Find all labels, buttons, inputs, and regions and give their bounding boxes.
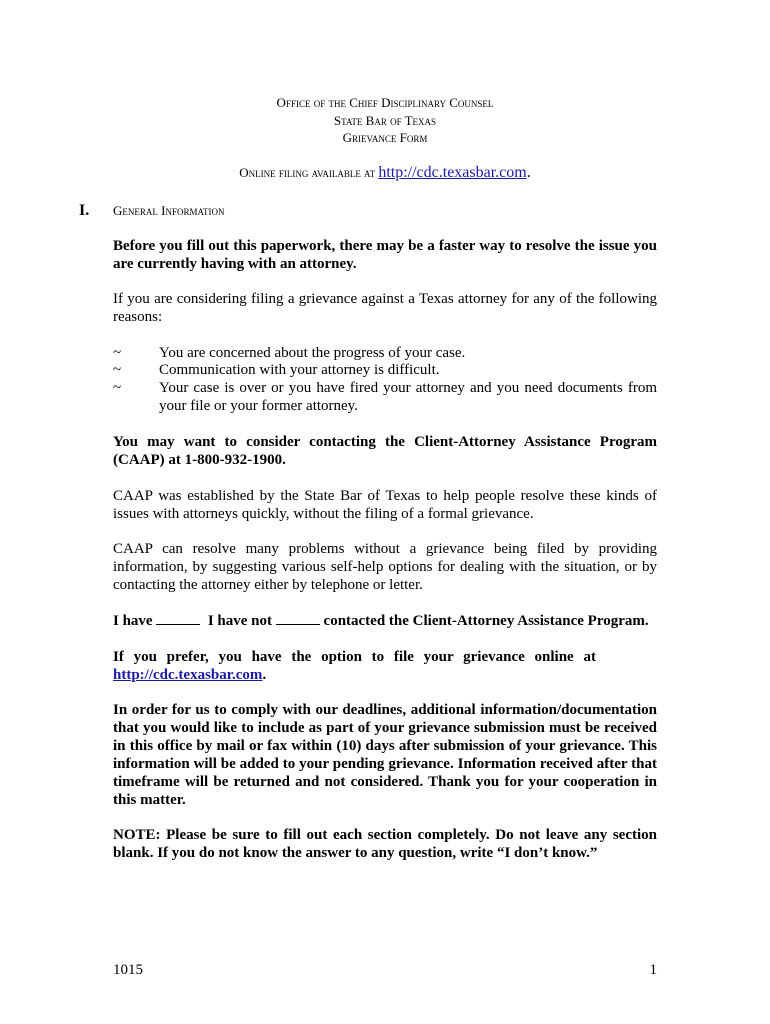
contacted-caap-line (113, 612, 657, 630)
online-filing-link[interactable]: http://cdc.texasbar.com (378, 164, 527, 181)
reason-item: Communication with your attorney is difficult. (159, 362, 440, 378)
online-filing-line (0, 164, 770, 182)
intro-bold-paragraph: Before you fill out this paperwork, there may be a faster way to resolve the issue you are currently having with an attorney. (113, 238, 657, 272)
document-header (0, 94, 770, 147)
note-paragraph: NOTE: Please be sure to fill out each section completely. Do not leave any section blank. If you do not know the answer to any question, write “I don’t know.” (113, 827, 657, 861)
prefer-online-suffix: . (262, 667, 267, 683)
header-office-line: Office of the Chief Disciplinary Counsel (276, 95, 494, 110)
reason-item: You are concerned about the progress of your case. (159, 345, 466, 361)
header-form-title: Grievance Form (342, 130, 428, 145)
caap-established-paragraph: CAAP was established by the State Bar of Texas to help people resolve these kinds of issues with attorneys quickly, without the filing of a formal grievance. (113, 488, 657, 522)
reason-item: Your case is over or you have fired your attorney and you need documents from your file or your former attorney. (159, 380, 657, 414)
i-have-label: I have (113, 613, 153, 629)
i-have-not-label: I have not (207, 613, 273, 629)
bullet-marker: ~ (113, 345, 122, 361)
i-have-not-blank[interactable] (276, 612, 320, 625)
form-number: 1015 (113, 962, 143, 978)
bullet-marker: ~ (113, 380, 122, 396)
prefer-online-paragraph (113, 648, 657, 684)
online-filing-prefix: Online filing available at (239, 165, 376, 180)
prefer-online-text: If you prefer, you have the option to file your grievance online at (113, 649, 596, 665)
page-number: 1 (649, 962, 657, 978)
caap-resolve-paragraph: CAAP can resolve many problems without a grievance being filed by providing information, by suggesting various self-help options for dealing with the situation, or by contacting the attorney either by telephone or letter. (113, 541, 657, 593)
online-filing-suffix: . (526, 164, 531, 181)
section-title: General Information (113, 203, 225, 218)
header-state-bar-line: State Bar of Texas (333, 112, 437, 128)
prefer-online-link[interactable]: http://cdc.texasbar.com (113, 667, 263, 683)
considering-paragraph: If you are considering filing a grievance against a Texas attorney for any of the following reasons: (113, 291, 657, 325)
section-number: I. (79, 202, 90, 219)
bullet-marker: ~ (113, 362, 122, 378)
caap-contact-paragraph: You may want to consider contacting the Client-Attorney Assistance Program (CAAP) at 1-800-932-1900. (113, 434, 657, 468)
contacted-caap-text: contacted the Client-Attorney Assistance Program. (323, 613, 649, 629)
i-have-blank[interactable] (156, 612, 200, 625)
deadline-notice-paragraph: In order for us to comply with our deadlines, additional information/documentation that you would like to include as part of your grievance submission must be received in this office by mail or fax within (10) days after submission of your grievance. This information will be added to your pending grievance. Information received after that timeframe will be returned and not considered. Thank you for your cooperation in this matter. (113, 702, 657, 808)
